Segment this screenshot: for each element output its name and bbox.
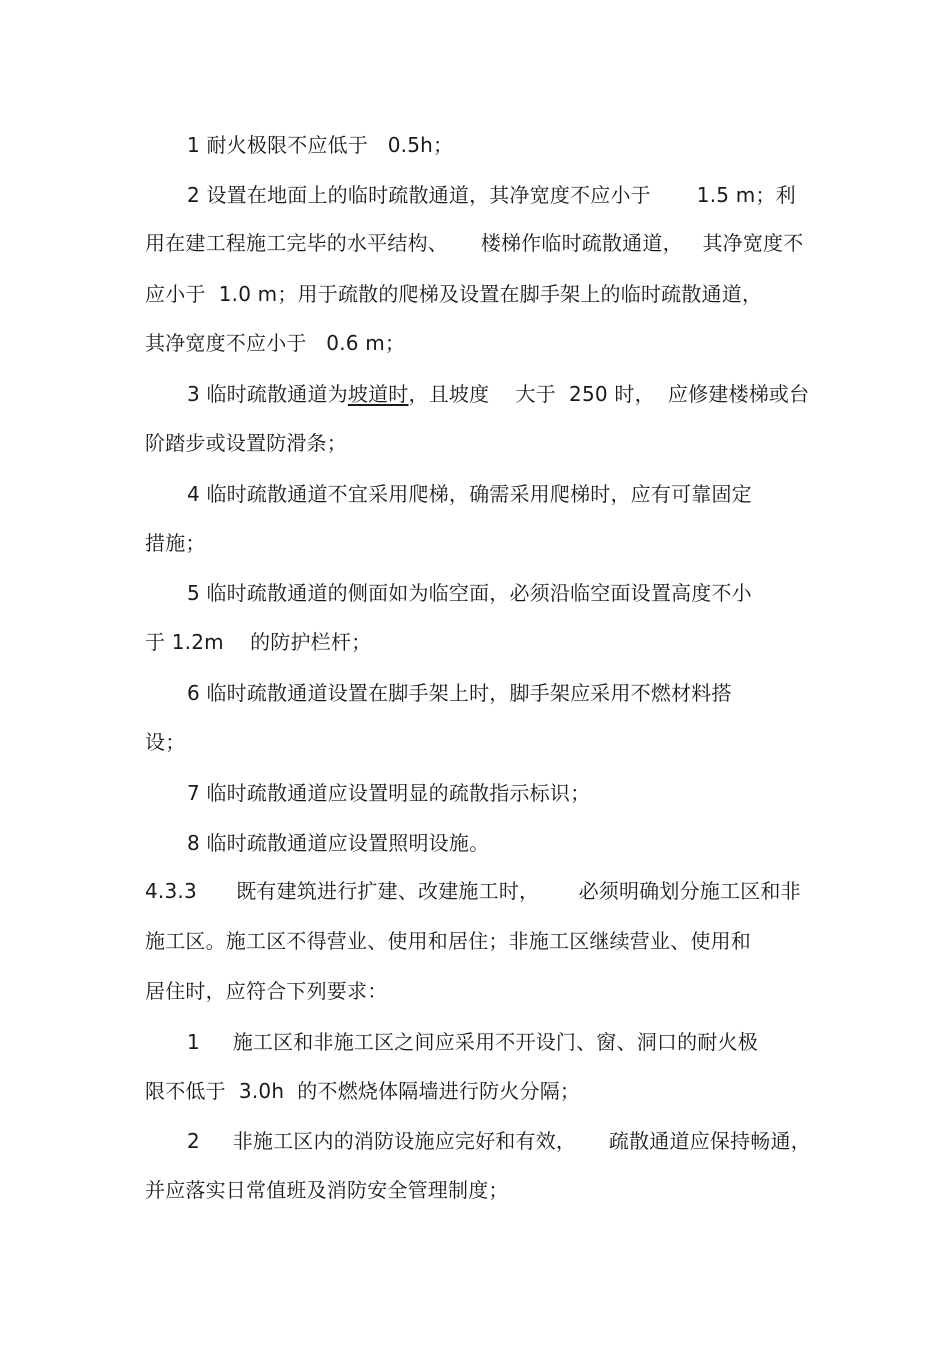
paragraph-line: 7 临时疏散通道应设置明显的疏散指示标识； — [187, 781, 591, 805]
paragraph-line — [187, 381, 809, 407]
paragraph-line: 4 临时疏散通道不宜采用爬梯，确需采用爬梯时，应有可靠固定 — [187, 482, 752, 506]
paragraph-line: 并应落实日常值班及消防安全管理制度； — [145, 1178, 509, 1202]
paragraph-line: 措施； — [145, 531, 206, 555]
paragraph-line: 限不低于 3.0h 的不燃烧体隔墙进行防火分隔； — [145, 1079, 581, 1103]
paragraph-line: 用在建工程施工完毕的水平结构、 楼梯作临时疏散通道， 其净宽度不 — [145, 231, 804, 255]
paragraph-line: 2 设置在地面上的临时疏散通道，其净宽度不应小于 1.5 m；利 — [187, 183, 796, 207]
paragraph-line: 施工区。施工区不得营业、使用和居住；非施工区继续营业、使用和 — [145, 929, 751, 953]
paragraph-line: 阶踏步或设置防滑条； — [145, 431, 347, 455]
paragraph-line: 2 非施工区内的消防设施应完好和有效， 疏散通道应保持畅通， — [187, 1129, 811, 1153]
line-text: ，且坡度 大于 250 时， 应修建楼梯或台 — [408, 382, 810, 406]
paragraph-line: 于 1.2m 的防护栏杆； — [145, 630, 372, 654]
paragraph-line: 1 耐火极限不应低于 0.5h； — [187, 133, 454, 157]
paragraph-line: 应小于 1.0 m；用于疏散的爬梯及设置在脚手架上的临时疏散通道， — [145, 282, 763, 306]
paragraph-line: 居住时，应符合下列要求： — [145, 979, 388, 1003]
paragraph-line: 8 临时疏散通道应设置照明设施。 — [187, 831, 490, 855]
underlined-text: 坡道时 — [347, 382, 409, 406]
line-text: 3 临时疏散通道为 — [187, 382, 348, 406]
paragraph-line: 5 临时疏散通道的侧面如为临空面，必须沿临空面设置高度不小 — [187, 581, 752, 605]
paragraph-line: 设； — [145, 730, 186, 754]
section-line: 4.3.3 既有建筑进行扩建、改建施工时， 必须明确划分施工区和非 — [145, 879, 801, 903]
paragraph-line: 6 临时疏散通道设置在脚手架上时，脚手架应采用不燃材料搭 — [187, 681, 732, 705]
paragraph-line: 1 施工区和非施工区之间应采用不开设门、窗、洞口的耐火极 — [187, 1030, 758, 1054]
paragraph-line: 其净宽度不应小于 0.6 m； — [145, 331, 406, 355]
